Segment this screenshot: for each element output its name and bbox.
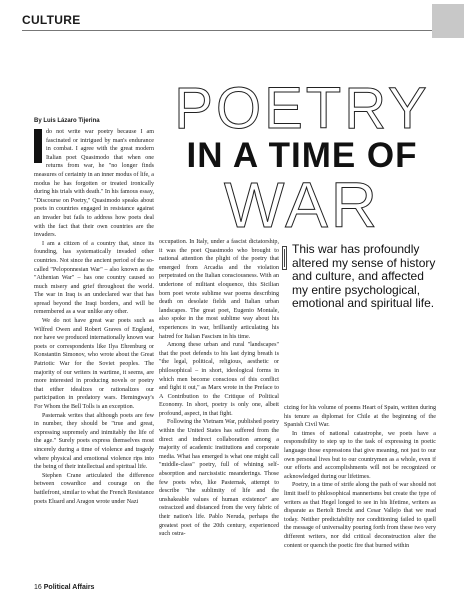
title-line-war: WAR: [224, 169, 380, 241]
paragraph: Following the Vietnam War, published poetry within the United States has suffered from the direct and indirect collaboration among a majority of academic institutions and corporate media. What has emerged is what one might call "middle-class" poetry, full of whining self-absorption and narcissistic meanderings. Those few poets who, like Pasternak, attempt to describe "the sublimity of life and the unshakeable values of human existence" are ostracized and distanced from the very fabric of their nation's life. Pablo Neruda, perhaps the greatest poet of the 20th century, experienced such ostra-: [159, 419, 279, 538]
title-line-poetry: POETRY: [174, 76, 430, 141]
title-line-in-a-time-of: IN A TIME OF: [186, 136, 418, 175]
paragraph: Pasternak writes that although poets are few in number, they should be "true and great, expressing supremely and inimitably the life of the age." Surely poets express themselves most sincerely during a time of violence and tragedy where physical and emotional violence rips into the being of their intellectual and spiritual life.: [34, 412, 154, 471]
byline: By Luis Lázaro Tijerina: [34, 118, 100, 124]
article-column-2: [159, 238, 279, 539]
article-column-3: [284, 404, 436, 550]
article-column-1: [34, 128, 154, 506]
pullquote-marker-icon: [282, 246, 287, 270]
paragraph: do not write war poetry because I am fascinated or intrigued by man's endurance in combat. I agree with the great modern Italian poet Quasimodo that when one returns from war, he "no longer finds measures of certainty in an inner modus of life, a modus he has forgotten or treated ironically during his trials with death." In his famous essay, "Discourse on Poetry," Quasimodo speaks about poets in countries engaged in resistance against an invader but fails to address how poets deal with the fact that their own countries are the invaders.: [34, 129, 154, 239]
page-footer: [34, 584, 94, 591]
paragraph: In times of national catastrophe, we poets have a responsibility to step up to the task of expressing in poetic language those expressions that give meaning, not just to our own personal lives but to our countrymen as a whole, even if our efforts and accomplishments will not be recognized or acknowledged during our lifetimes.: [284, 430, 436, 480]
paragraph: I am a citizen of a country that, since its founding, has systematically invaded other countries. Not since the ancient period of the so-called "Peloponnesian War" – also known as the "Athenian War" – has one country caused so much misery and grief throughout the world. The war in Iraq is an undeclared war that has spread beyond the Iraqi borders, and will be remembered as a war unlike any other.: [34, 240, 154, 316]
publication-name: Political Affairs: [43, 584, 95, 591]
paragraph: Poetry, in a time of strife along the path of war should not limit itself to philosophical mannerisms but create the type of writers as that Hegel longed to see in his lifetime, writers as disparate as Bertolt Brecht and Cesar Vallejo that we read today. Neither predictability nor conditioning failed to quell the message of universality pouring forth from these two very different writers, nor did critical deconstruction alter the content or quench the poetic fire that burned within: [284, 482, 436, 549]
paragraph: Among these urban and rural "landscapes" that the poet defends to his last dying breath is "the legal, political, religious, aesthetic or philosophical – in short, ideological forms in which men become conscious of this conflict and fight it out," as Marx wrote in the Preface to A Contribution to the Critique of Political Economy. In short, poetry is only one, albeit profound, aspect, in that fight.: [159, 342, 279, 417]
paragraph: We do not have great war poets such as Wilfred Owen and Robert Graves of England, nor have we produced internationally known war poets or correspondents like Ilya Ehrenburg or Konstantin Simonov, who wrote about the Great Patriotic War for the Soviet peoples. The majority of our writers in wartime, it seems, are more interested in producing novels or poetry that either idealizes or rationalizes our participation in predatory wars. Hemingway's For Whom the Bell Tolls is an exception.: [34, 318, 154, 410]
section-label: CULTURE: [22, 13, 81, 27]
page-edge-tab: [432, 4, 464, 38]
paragraph: cizing for his volume of poems Heart of Spain, written during his tenure as diplomat for Chile at the beginning of the Spanish Civil War.: [284, 405, 436, 429]
article-title: [162, 76, 442, 241]
paragraph: occupation. In Italy, under a fascist dictatorship, it was the poet Quasimodo who brought to national attention the plight of the poetry that emerged from Arcadia and the violation perpetrated on the Italian consciousness. With an undertone of militant eloquence, this Sicilian born poet wrote sublime war poems describing death on desolate fields and Italian urban landscapes. The great poet, Eugenio Montale, also spoke in the most sublime way about his experiences in war, brilliantly articulating his hatred for Italian Fascism in his time.: [159, 239, 279, 340]
section-header: [22, 12, 432, 31]
page-number: 16: [34, 584, 42, 591]
pull-quote: This war has profoundly altered my sense of history and culture, and affected my entire psychological, emotional and spiritual life.: [292, 242, 436, 311]
paragraph: Stephen Crane articulated the difference between cowardice and courage on the battlefront, similar to what the French Resistance poets Eluard and Aragon wrote under Nazi: [34, 472, 154, 505]
drop-cap-i: [34, 129, 42, 163]
